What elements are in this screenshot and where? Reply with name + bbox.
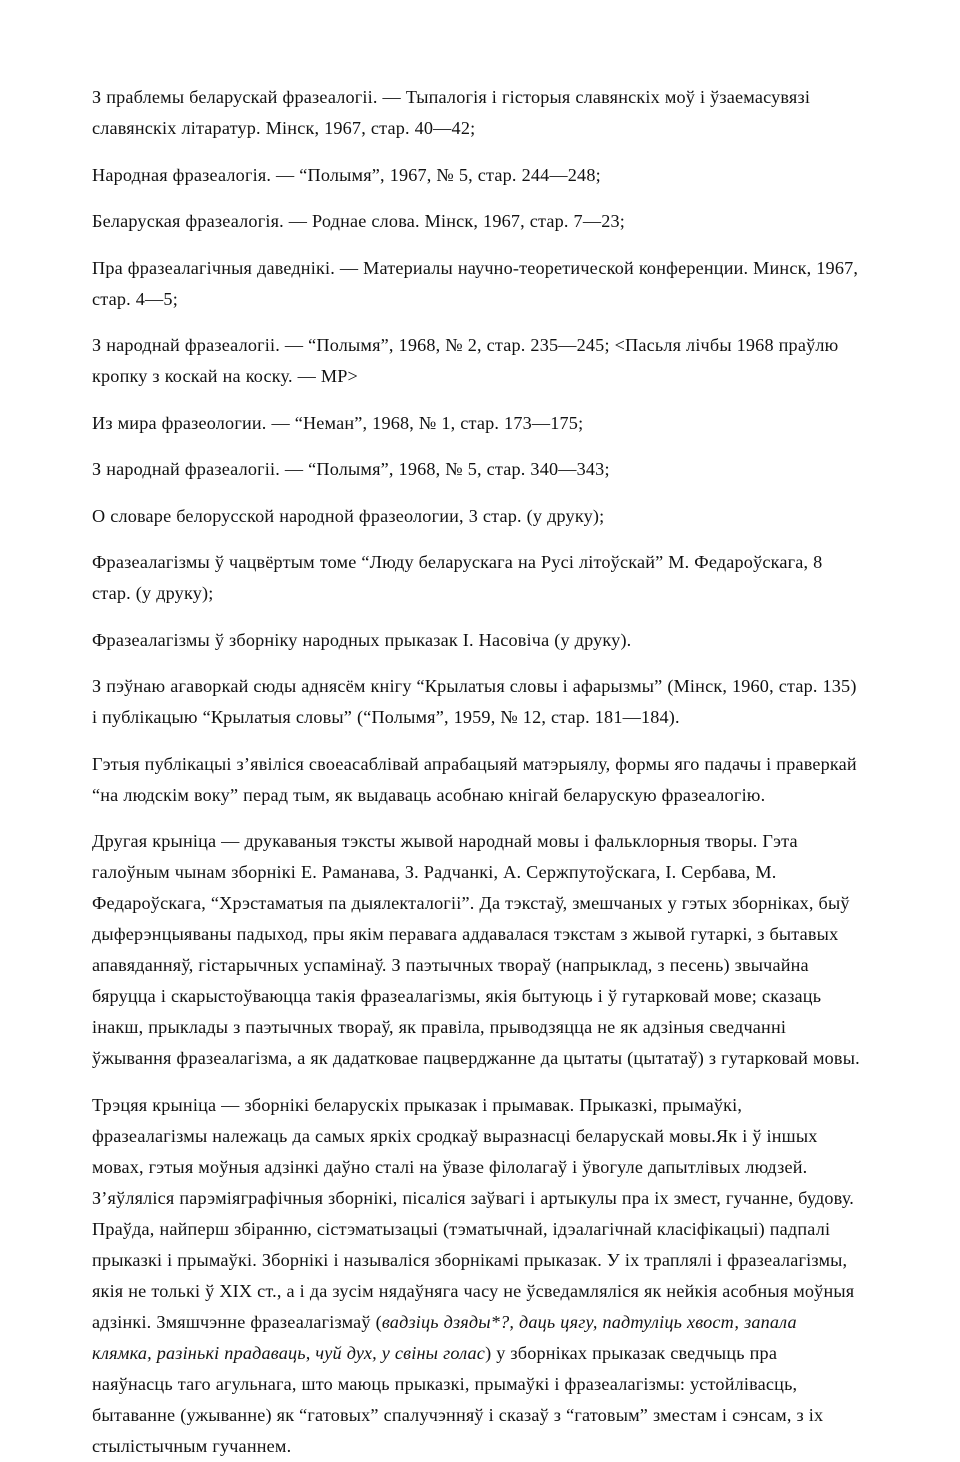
paragraph-ref-belaruskaya-frazealogia: Беларуская фразеалогія. — Роднае слова. Мінск, 1967, стар. 7—23; [92, 211, 625, 231]
paragraph-trecyaya-krynica [92, 1090, 860, 1462]
paragraph-ref-narodnaya-frazealogia-1967: Народная фразеалогія. — “Полымя”, 1967, № 5, стар. 244—248; [92, 164, 601, 185]
idiom-examples-italic: вадзіць дзяды*?, даць цягу, падтуліць хвост, запала клямка, разінькі прадаваць, чуй дух, у свіны голас [92, 1311, 797, 1363]
document-text-body [92, 82, 860, 1462]
paragraph-drugaya-krynica: Другая крыніца — друкаваныя тэксты жывой народнай мовы і фальклорныя творы. Гэта галоўным чынам зборнікі Е. Раманава, З. Радчанкі, А. Сержпутоўскага, І. Сербава, М. Федароўскага, “Хрэстаматыя па дыялекталогіі”. Да тэкстаў, змешчаных у гэтых зборніках, быў дыферэнцыяваны падыход, пры якім перавага аддавалася тэкстам з жывой гутаркі, з бытавых апавяданняў, гістарычных успамінаў. З паэтычных твораў (напрыклад, з песень) звычайна бяруцца і скарыстоўваюцца такія фразеалагізмы, якія бытуюць і ў гутарковай мове; сказаць інакш, прыклады з паэтычных твораў, як правіла, прыводзяцца не як адзіныя сведчанні ўжывання фразеалагізма, а як дадатковае пацверджанне да цытаты (цытатаў) з гутарковай мовы. [92, 831, 860, 1068]
paragraph-ref-typalogia: З праблемы беларускай фразеалогіі. — Тыпалогія і гісторыя славянскіх моў і ўзаемасувязі славянскіх літаратур. Мінск, 1967, стар. 40—42; [92, 87, 811, 138]
paragraph-ref-z-narodnay-1968-n5: З народнай фразеалогіі. — “Полымя”, 1968, № 5, стар. 340—343; [92, 459, 610, 479]
paragraph-segment-lead: Трэцяя крыніца — зборнікі беларускіх прыказак і прымавак. Прыказкі, прымаўкі, фразеалагізмы належаць да самых яркіх сродкаў выразнасці беларускай мовы.Як і ў іншых мовах, гэтыя моўныя адзінкі даўно сталі на ўвазе філолагаў і ўвогуле дапытлівых людзей. З’яўляліся парэміяграфічныя зборнікі, пісаліся заўвагі і артыкулы пра іх змест, гучанне, будову. Праўда, найперш збіранню, сістэматызацыі (тэматычнай, ідэалагічнай класіфікацыі) падпалі прыказкі і прымаўкі. Зборнікі і называліся зборнікамі прыказак. У іх траплялі і фразеалагізмы, якія не толькі ў XIX ст., а і да зусім нядаўняга часу не ўсведамляліся як нейкія асобныя моўныя адзінкі. Змяшчэнне фразеалагізмаў ( [92, 1094, 855, 1332]
paragraph-getyya-publikacyi: Гэтыя публікацыі з’явіліся своеасаблівай апрабацыяй матэрыялу, формы яго падачы і праверкай “на людскім воку” перад тым, як выдаваць асобнаю кнігай беларускую фразеалогію. [92, 753, 857, 805]
paragraph-ref-z-narodnay-1968-n2: З народнай фразеалогіі. — “Полымя”, 1968, № 2, стар. 235—245; <Пасьля лічбы 1968 праўлю кропку з коскай на коску. — МР> [92, 335, 839, 386]
paragraph-ref-frazealagizmy-nasovicha: Фразеалагізмы ў зборніку народных прыказак І. Насовіча (у друку). [92, 629, 632, 650]
paragraph-ref-frazealagizmy-chacvyorty-tom: Фразеалагізмы ў чацвёртым томе “Люду беларускага на Русі літоўскай” М. Федароўскага, 8 стар. (у друку); [92, 552, 823, 603]
paragraph-ref-o-slovare: О словаре белорусской народной фразеологии, 3 стар. (у друку); [92, 505, 605, 526]
paragraph-segment-tail: ) у зборніках прыказак сведчыць пра наяўнасць таго агульнага, што маюць прыказкі, прымаўкі і фразеалагізмы: устойлівасць, бытаванне (ужыванне) як “гатовых” спалучэнняў і сказаў з “гатовым” зместам і сэнсам, з іх стылістычным гучаннем. [92, 1342, 824, 1456]
paragraph-krylatyya-slovy: З пэўнаю агаворкай сюды аднясём кнігу “Крылатыя словы і афарызмы” (Мінск, 1960, стар. 135) і публікацыю “Крылатыя словы” (“Полымя”, 1959, № 12, стар. 181—184). [92, 676, 857, 727]
paragraph-ref-iz-mira-frazeologii: Из мира фразеологии. — “Неман”, 1968, № 1, стар. 173—175; [92, 412, 584, 433]
paragraph-ref-pra-frazealagichnyya-davedniki: Пра фразеалагічныя даведнікі. — Материалы научно-теоретической конференции. Минск, 1967, стар. 4—5; [92, 257, 859, 309]
